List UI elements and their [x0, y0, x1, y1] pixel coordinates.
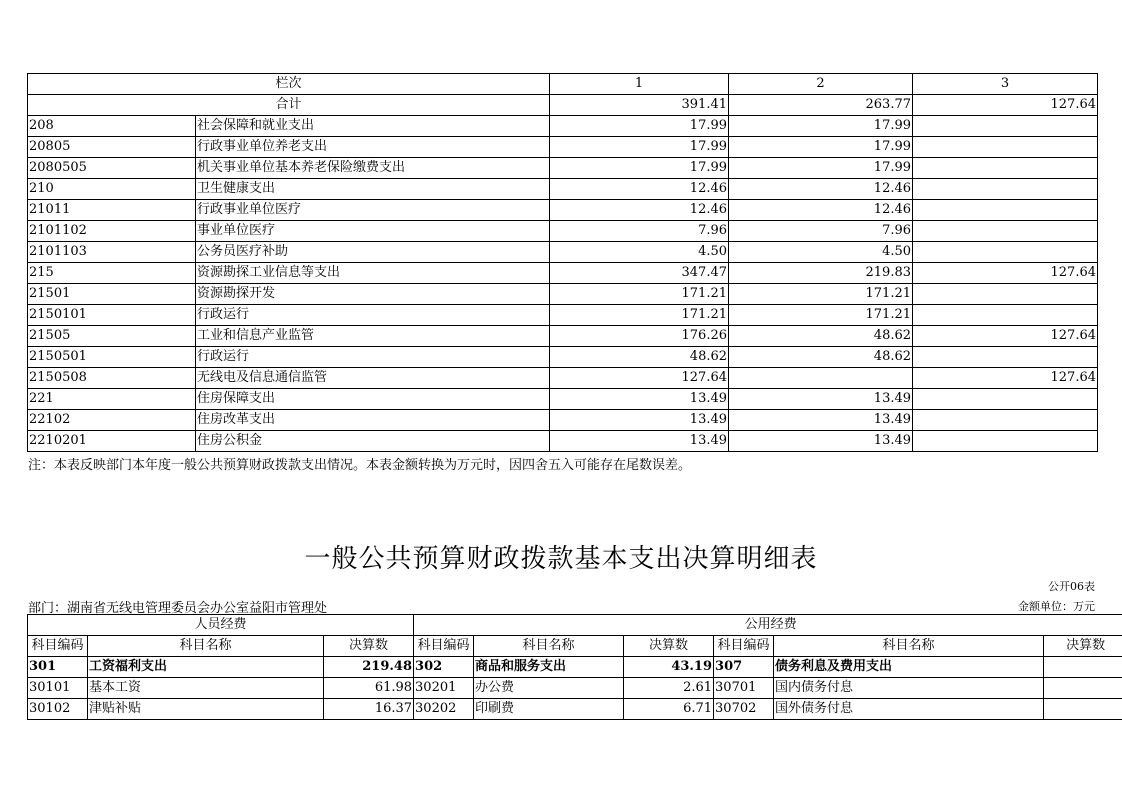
table-row	[28, 179, 1098, 200]
row-code: 2150508	[28, 368, 196, 389]
col-name: 科目名称	[474, 636, 624, 657]
row-name: 行政事业单位养老支出	[196, 137, 550, 158]
row-code: 2101102	[28, 221, 196, 242]
debt-amount	[1044, 657, 1122, 678]
row-c1: 127.64	[550, 368, 729, 389]
table-row	[28, 431, 1098, 452]
row-c2	[729, 368, 913, 389]
row-c2: 13.49	[729, 410, 913, 431]
row-c1: 17.99	[550, 158, 729, 179]
debt-amount	[1044, 699, 1122, 720]
total-row	[28, 95, 1098, 116]
basic-expenditure-table	[27, 614, 1122, 720]
goods-name: 印刷费	[474, 699, 624, 720]
personnel-code: 30101	[28, 678, 88, 699]
row-code: 210	[28, 179, 196, 200]
goods-name: 商品和服务支出	[474, 657, 624, 678]
col-amount: 决算数	[324, 636, 414, 657]
row-code: 2210201	[28, 431, 196, 452]
row-code: 21505	[28, 326, 196, 347]
row-c1: 13.49	[550, 389, 729, 410]
row-name: 机关事业单位基本养老保险缴费支出	[196, 158, 550, 179]
department-label: 部门：湖南省无线电管理委员会办公室益阳市管理处	[28, 601, 328, 616]
row-c3	[913, 410, 1098, 431]
row-c3	[913, 200, 1098, 221]
goods-amount: 6.71	[624, 699, 714, 720]
row-code: 20805	[28, 137, 196, 158]
table-row	[28, 305, 1098, 326]
row-code: 21011	[28, 200, 196, 221]
row-name: 资源勘探开发	[196, 284, 550, 305]
row-c3	[913, 158, 1098, 179]
group-header-row	[28, 615, 1122, 636]
personnel-code: 301	[28, 657, 88, 678]
table-row	[28, 221, 1098, 242]
personnel-name: 工资福利支出	[88, 657, 324, 678]
row-code: 2080505	[28, 158, 196, 179]
total-c2: 263.77	[729, 95, 913, 116]
column-index-row	[28, 74, 1098, 95]
row-c2: 171.21	[729, 305, 913, 326]
row-c3	[913, 116, 1098, 137]
col-code: 科目编码	[414, 636, 474, 657]
row-c1: 176.26	[550, 326, 729, 347]
table-row	[28, 116, 1098, 137]
row-code: 2150101	[28, 305, 196, 326]
row-name: 住房改革支出	[196, 410, 550, 431]
row-c3	[913, 221, 1098, 242]
row-name: 无线电及信息通信监管	[196, 368, 550, 389]
row-c3	[913, 389, 1098, 410]
table-row	[28, 368, 1098, 389]
total-c1: 391.41	[550, 95, 729, 116]
row-c3: 127.64	[913, 263, 1098, 284]
goods-amount: 2.61	[624, 678, 714, 699]
goods-amount: 43.19	[624, 657, 714, 678]
total-c3: 127.64	[913, 95, 1098, 116]
col-amount: 决算数	[624, 636, 714, 657]
row-c1: 4.50	[550, 242, 729, 263]
personnel-amount: 61.98	[324, 678, 414, 699]
row-c3	[913, 179, 1098, 200]
row-c2: 48.62	[729, 326, 913, 347]
row-code: 21501	[28, 284, 196, 305]
row-c1: 13.49	[550, 410, 729, 431]
row-name: 资源勘探工业信息等支出	[196, 263, 550, 284]
table-row	[28, 263, 1098, 284]
row-c3	[913, 305, 1098, 326]
row-name: 行政事业单位医疗	[196, 200, 550, 221]
personnel-name: 基本工资	[88, 678, 324, 699]
row-c2: 171.21	[729, 284, 913, 305]
table-row	[28, 326, 1098, 347]
group-public: 公用经费	[414, 615, 1122, 636]
row-name: 卫生健康支出	[196, 179, 550, 200]
table-row	[28, 242, 1098, 263]
debt-code: 30702	[714, 699, 774, 720]
row-name: 行政运行	[196, 305, 550, 326]
row-c3	[913, 431, 1098, 452]
row-c3	[913, 347, 1098, 368]
debt-name: 债务利息及费用支出	[774, 657, 1044, 678]
row-c2: 12.46	[729, 200, 913, 221]
table-row	[28, 137, 1098, 158]
row-name: 住房保障支出	[196, 389, 550, 410]
row-c3	[913, 284, 1098, 305]
row-c1: 17.99	[550, 116, 729, 137]
row-name: 工业和信息产业监管	[196, 326, 550, 347]
row-name: 公务员医疗补助	[196, 242, 550, 263]
row-c1: 17.99	[550, 137, 729, 158]
table-row	[28, 284, 1098, 305]
personnel-code: 30102	[28, 699, 88, 720]
row-c1: 171.21	[550, 284, 729, 305]
column-index-label: 栏次	[28, 74, 550, 95]
row-name: 行政运行	[196, 347, 550, 368]
column-index-3: 3	[913, 74, 1098, 95]
debt-name: 国内债务付息	[774, 678, 1044, 699]
row-code: 22102	[28, 410, 196, 431]
row-c1: 347.47	[550, 263, 729, 284]
row-c3: 127.64	[913, 368, 1098, 389]
row-code: 221	[28, 389, 196, 410]
row-c1: 7.96	[550, 221, 729, 242]
row-c2: 13.49	[729, 389, 913, 410]
row-c1: 48.62	[550, 347, 729, 368]
row-name: 住房公积金	[196, 431, 550, 452]
goods-name: 办公费	[474, 678, 624, 699]
row-name: 社会保障和就业支出	[196, 116, 550, 137]
page-title: 一般公共预算财政拨款基本支出决算明细表	[304, 544, 818, 574]
table-row	[28, 657, 1122, 678]
row-c2: 17.99	[729, 116, 913, 137]
table-row	[28, 347, 1098, 368]
col-code: 科目编码	[714, 636, 774, 657]
row-name: 事业单位医疗	[196, 221, 550, 242]
table-row	[28, 200, 1098, 221]
col-name: 科目名称	[88, 636, 324, 657]
row-c3	[913, 242, 1098, 263]
table-row	[28, 410, 1098, 431]
row-c2: 219.83	[729, 263, 913, 284]
column-index-1: 1	[550, 74, 729, 95]
col-code: 科目编码	[28, 636, 88, 657]
row-code: 215	[28, 263, 196, 284]
row-code: 2101103	[28, 242, 196, 263]
row-c2: 12.46	[729, 179, 913, 200]
unit-label: 金额单位：万元	[1018, 600, 1095, 613]
row-c3: 127.64	[913, 326, 1098, 347]
table-row	[28, 158, 1098, 179]
personnel-amount: 16.37	[324, 699, 414, 720]
row-c2: 48.62	[729, 347, 913, 368]
col-amount: 决算数	[1044, 636, 1122, 657]
group-personnel: 人员经费	[28, 615, 414, 636]
column-index-2: 2	[729, 74, 913, 95]
row-c3	[913, 137, 1098, 158]
total-label: 合计	[28, 95, 550, 116]
row-c1: 12.46	[550, 179, 729, 200]
goods-code: 30201	[414, 678, 474, 699]
row-c2: 17.99	[729, 158, 913, 179]
debt-code: 307	[714, 657, 774, 678]
table-row	[28, 678, 1122, 699]
goods-code: 30202	[414, 699, 474, 720]
row-c2: 7.96	[729, 221, 913, 242]
row-c2: 4.50	[729, 242, 913, 263]
row-c1: 12.46	[550, 200, 729, 221]
row-c1: 13.49	[550, 431, 729, 452]
debt-name: 国外债务付息	[774, 699, 1044, 720]
expenditure-table	[27, 73, 1098, 452]
debt-amount	[1044, 678, 1122, 699]
goods-code: 302	[414, 657, 474, 678]
row-c1: 171.21	[550, 305, 729, 326]
table-code: 公开06表	[1048, 580, 1095, 593]
row-code: 2150501	[28, 347, 196, 368]
row-c2: 17.99	[729, 137, 913, 158]
column-header-row	[28, 636, 1122, 657]
table-note: 注：本表反映部门本年度一般公共预算财政拨款支出情况。本表金额转换为万元时，因四舍五入可能存在尾数误差。	[28, 458, 692, 473]
personnel-name: 津贴补贴	[88, 699, 324, 720]
row-c2: 13.49	[729, 431, 913, 452]
table-row	[28, 389, 1098, 410]
row-code: 208	[28, 116, 196, 137]
table-row	[28, 699, 1122, 720]
col-name: 科目名称	[774, 636, 1044, 657]
personnel-amount: 219.48	[324, 657, 414, 678]
debt-code: 30701	[714, 678, 774, 699]
